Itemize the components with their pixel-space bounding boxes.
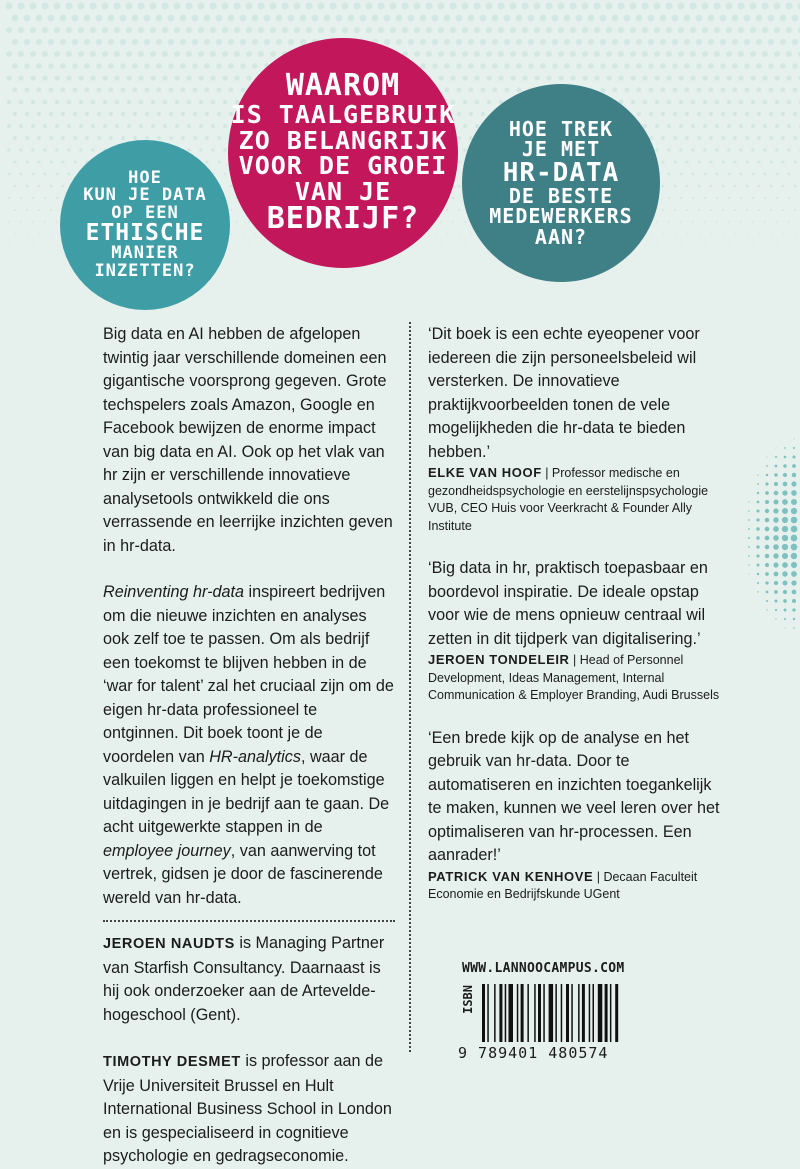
quote-attribution <box>428 651 728 705</box>
blurb-column <box>103 323 395 1169</box>
barcode-bar <box>605 984 608 1042</box>
blurb-paragraph-1: Big data en AI hebben de afgelopen twintig jaar verschillende domeinen een gigantische voorsprong gegeven. Grote techspelers zoals Amazon, Google en Facebook bewijzen de enorme impact van big data en AI. Ook op het vlak van hr zijn er verschillende innovatieve analysetools ontwikkeld die ons verrassende en leerrijke inzichten geven in hr-data. <box>103 323 395 558</box>
barcode-bar <box>555 984 557 1042</box>
book-title-italic: Reinventing hr-data <box>103 583 244 601</box>
barcode-bar <box>487 984 489 1042</box>
quote-author-role: | Head of Personnel Development, Ideas Management, Internal Communication & Employer Branding, Audi Brussels <box>428 653 719 702</box>
quote-attribution <box>428 464 728 535</box>
bubble-hr-data-question <box>462 84 660 282</box>
bubble-mid-line: WAAROM <box>286 71 400 102</box>
author-bio-text: is professor aan de Vrije Universiteit Brussel en Hult International Business School in London en is gespecialiseerd in cognitieve psychologie en gedragseconomie. <box>103 1052 392 1165</box>
barcode-bar <box>517 984 519 1042</box>
blurb-text: inspireert bedrijven om die nieuwe inzichten en analyses ook zelf toe te passen. Om als bedrijf een toekomst te blijven hebben in de ‘war for talent’ zal het cruciaal zijn om de eigen hr-data professioneel te ontginnen. Dit boek toont je de voordelen van <box>103 583 394 766</box>
bubble-mid-line: IS TAALGEBRUIK <box>231 102 456 128</box>
bubble-right-line: HR-DATA <box>503 160 620 187</box>
bubble-ethics-question <box>60 140 230 310</box>
barcode-bar <box>566 984 569 1042</box>
barcode-bar <box>549 984 554 1042</box>
bubble-left-line: MANIER <box>111 245 178 262</box>
author-name: JEROEN NAUDTS <box>103 936 235 952</box>
bubble-mid-line: ZO BELANGRIJK <box>239 128 448 154</box>
isbn-number: 9 789401 480574 <box>458 1044 608 1062</box>
author-bio-2 <box>103 1050 395 1169</box>
bubble-language-question <box>228 38 458 268</box>
bubble-left-line: INZETTEN? <box>94 263 195 280</box>
isbn-label-text: ISBN <box>462 985 474 1014</box>
author-bio-1 <box>103 932 395 1027</box>
barcode-bar <box>482 984 485 1042</box>
publisher-website[interactable]: WWW.LANNOOCAMPUS.COM <box>462 961 625 976</box>
bubble-right-line: DE BESTE <box>509 186 613 206</box>
barcode-bar <box>543 984 545 1042</box>
bubble-left-line: OP EEN <box>111 205 178 222</box>
bubble-left-line: KUN JE DATA <box>83 187 207 204</box>
barcode-bar <box>593 984 595 1042</box>
bubble-right-line: MEDEWERKERS <box>489 206 632 226</box>
hr-analytics-italic: HR-analytics <box>209 748 301 766</box>
quote-author-role: | Professor medische en gezondheidspsychologie en eerstelijnspsychologie VUB, CEO Huis voor Veerkracht & Founder Ally Institute <box>428 466 708 533</box>
employee-journey-italic: employee journey <box>103 842 231 860</box>
bubble-mid-line: VAN JE <box>295 179 391 205</box>
barcode-bar <box>521 984 524 1042</box>
author-name: TIMOTHY DESMET <box>103 1054 241 1070</box>
barcode-bar <box>527 984 529 1042</box>
bubble-left-line: HOE <box>128 170 162 187</box>
bubble-mid-line: VOOR DE GROEI <box>239 153 448 179</box>
bubble-right-line: HOE TREK <box>509 119 613 139</box>
barcode-bar <box>589 984 591 1042</box>
quote-author-name: JEROEN TONDELEIR <box>428 652 570 667</box>
barcode-bar <box>610 984 612 1042</box>
barcode-bar <box>578 984 580 1042</box>
barcode-bar <box>615 984 618 1042</box>
quote-author-name: ELKE VAN HOOF <box>428 465 542 480</box>
bubble-right-line: AAN? <box>535 227 587 247</box>
author-bio-text: is Managing Partner van Starfish Consultancy. Daarnaast is hij ook onderzoeker aan de Artevelde-hogeschool (Gent). <box>103 934 384 1024</box>
bubble-left-line: ETHISCHE <box>86 222 205 245</box>
barcode-bar <box>534 984 536 1042</box>
barcode-bar <box>505 984 507 1042</box>
quote-author-role: | Decaan Faculteit Economie en Bedrijfskunde UGent <box>428 870 697 902</box>
dotted-divider <box>103 920 395 922</box>
barcode-bar <box>499 984 502 1042</box>
blurb-text: , van aanwerving tot vertrek, gidsen je door de fascinerende wereld van hr-data. <box>103 842 383 907</box>
quote-text: ‘Een brede kijk op de analyse en het gebruik van hr-data. Door te automatiseren en inzichten toegankelijk te maken, kunnen we veel leren over het optimaliseren van hr-processen. Een aanrader!’ <box>428 727 728 868</box>
barcode-bar <box>561 984 563 1042</box>
barcode-bar <box>598 984 603 1042</box>
barcode-bar <box>571 984 573 1042</box>
quote-text: ‘Big data in hr, praktisch toepasbaar en boordevol inspiratie. De ideale opstap voor wie de mens opnieuw centraal wil zetten in dit tijdperk van digitalisering.’ <box>428 557 728 651</box>
column-divider <box>409 322 411 1052</box>
barcode-bar <box>582 984 585 1042</box>
quote-text: ‘Dit boek is een echte eyeopener voor iedereen die zijn personeelsbeleid wil versterken. De innovatieve praktijkvoorbeelden tonen de vele mogelijkheden die hr-data te bieden hebben.’ <box>428 323 728 464</box>
barcode-bar <box>538 984 541 1042</box>
blurb-paragraph-2 <box>103 581 395 910</box>
quote-attribution <box>428 868 728 904</box>
barcode-bar <box>509 984 514 1042</box>
isbn-barcode <box>460 984 660 1044</box>
barcode-bar <box>494 984 496 1042</box>
blurb-text: , waar de valkuilen liggen en helpt je toekomstige uitdagingen in je bedrijf aan te gaan. De acht uitgewerkte stappen in de <box>103 748 389 837</box>
bubble-mid-line: BEDRIJF? <box>267 204 420 235</box>
quotes-column <box>428 323 728 904</box>
quote-author-name: PATRICK VAN KENHOVE <box>428 869 593 884</box>
bubble-right-line: JE MET <box>522 139 600 159</box>
